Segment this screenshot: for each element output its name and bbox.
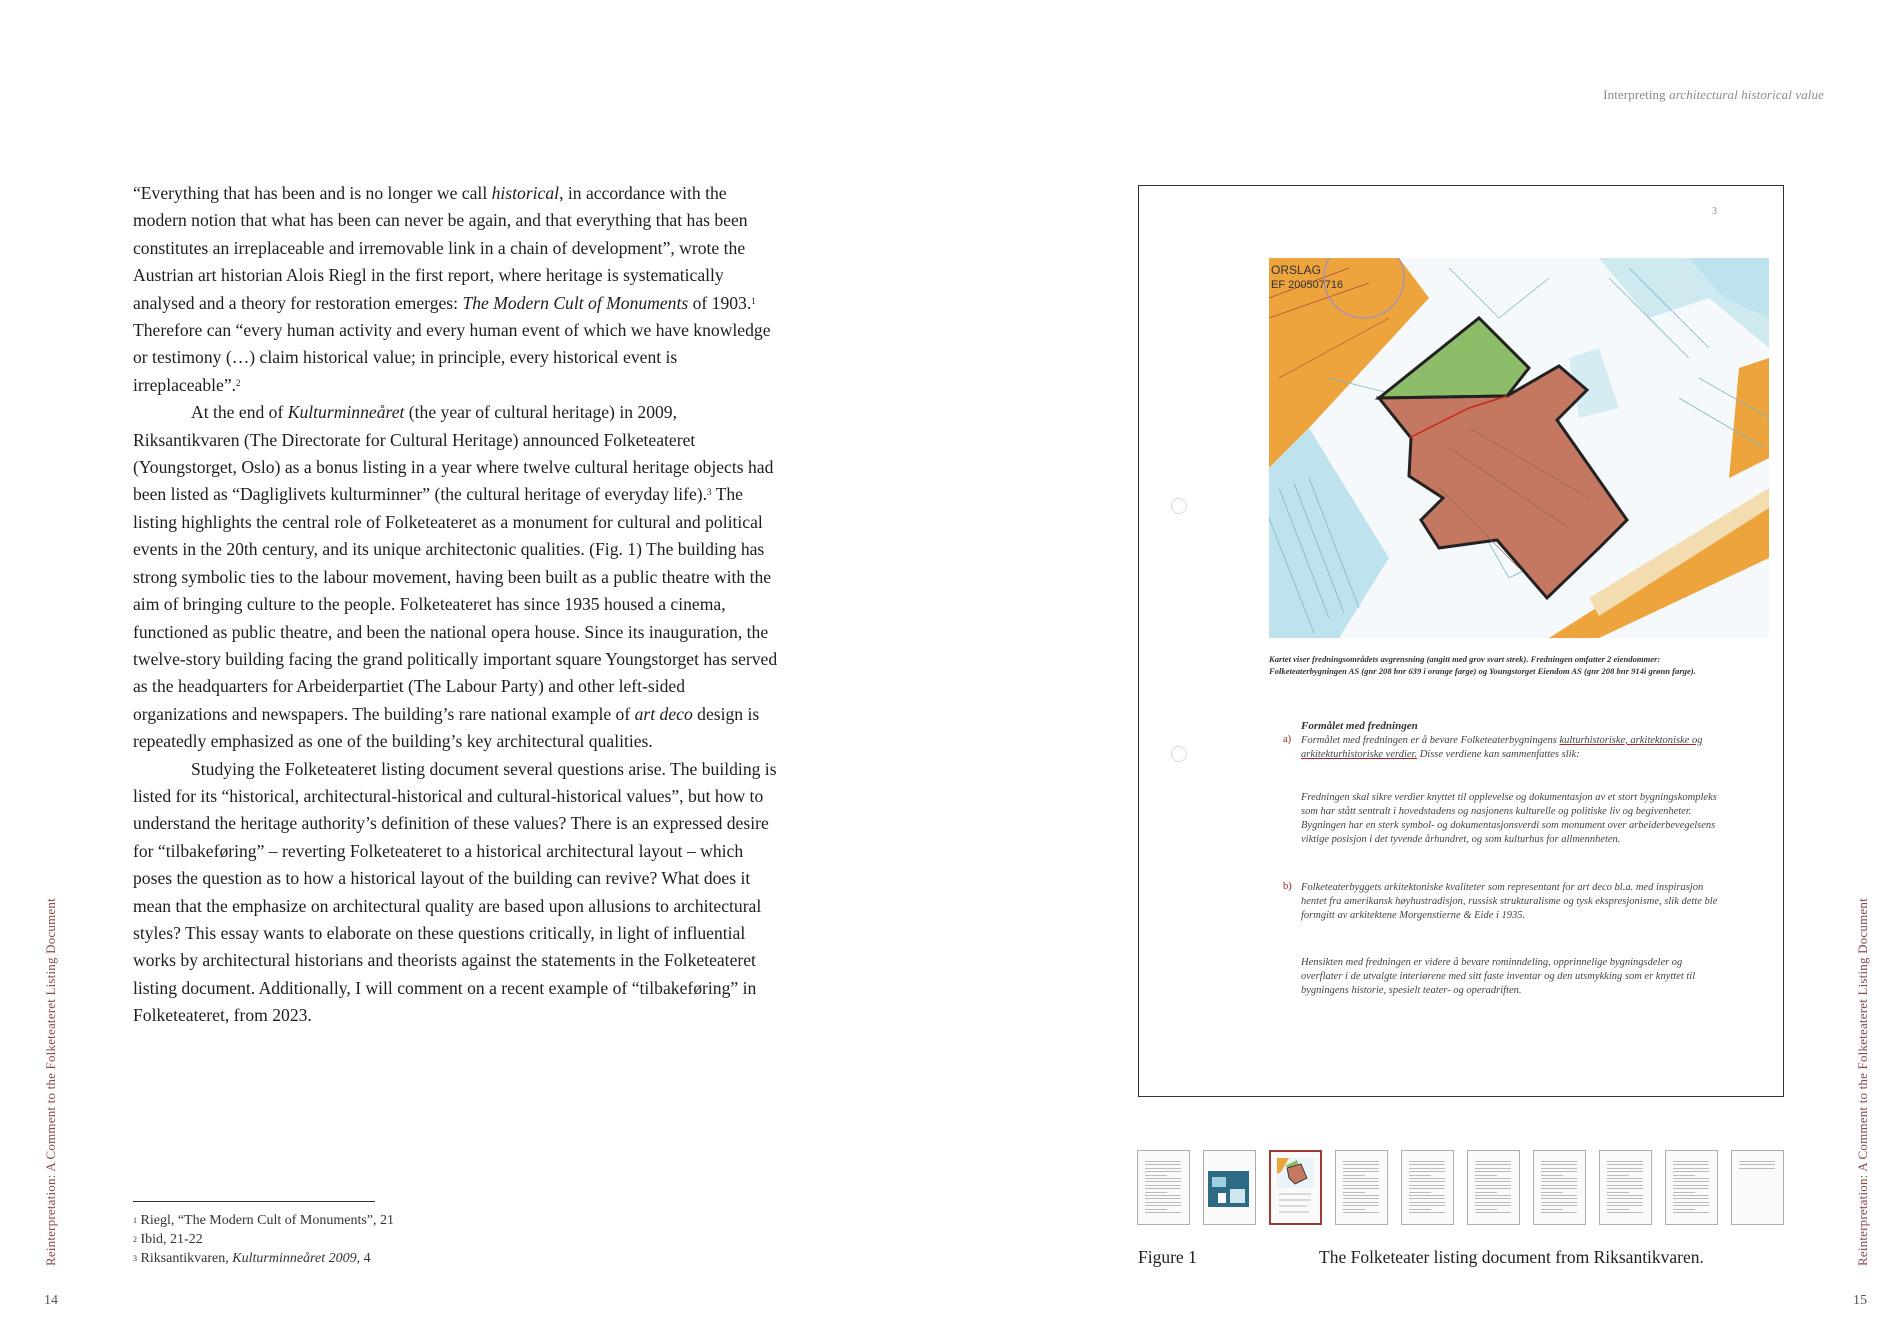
page-thumbnail[interactable] <box>1137 1150 1190 1225</box>
italic-text: Kulturminneåret <box>287 402 405 423</box>
page-thumbnail[interactable] <box>1269 1150 1322 1225</box>
item-a-marker: a) <box>1283 734 1292 745</box>
document-paragraph-1: Fredningen skal sikre verdier knyttet til opplevelse og dokumentasjon av et stort bygningskompleks som har stått sentralt i hovedstadens og nasjonens kulturelle og politiske liv og begivenheter. Bygningen har en sterk symbol- og dokumentasjonsverdi som monument over arbeiderbevegelsens viktige posisjon i det tyvende århundret, og som kulturhus for allmennheten. <box>1301 792 1717 845</box>
side-title-left: Reinterpretation: A Comment to the Folketeateret Listing Document <box>43 898 58 1266</box>
paragraph-1 <box>133 180 783 399</box>
page-thumbnail[interactable] <box>1665 1150 1718 1225</box>
footnote-ref: 2 <box>236 377 241 388</box>
italic-text: historical <box>491 183 560 203</box>
footnote-2 <box>133 1230 394 1249</box>
figure-caption: The Folketeater listing document from Riksantikvaren. <box>1319 1247 1704 1267</box>
page-thumbnail[interactable] <box>1731 1150 1784 1225</box>
footnotes <box>133 1211 394 1268</box>
figure-document-page <box>1138 185 1784 1097</box>
item-a-text: Formålet med fredningen er å bevare Folketeaterbygningens kulturhistoriske, arkitektoniske og arkitekturhistoriske verdier. Disse verdiene kan sammenfattes slik: <box>1301 735 1703 760</box>
italic-text: art deco <box>634 703 693 724</box>
footnote-ref: 1 <box>133 1216 137 1225</box>
text-run: Studying the Folketeateret listing document several questions arise. The building is listed for its “historical, architectural-historical and cultural-historical values”, but how to understand the heritage authority’s definition of these values? There is an expressed desire for “tilbakeføring” – reverting Folketeateret to a historical architectural layout – which poses the question as to how a historical layout of the building can revive? What does it mean that the emphasize on architectural quality are based upon allusions to architectural styles? This essay wants to elaborate on these questions critically, in light of influential works by architectural historians and theorists against the statements in the Folketeateret listing document. Additionally, I will comment on a recent example of “tilbakeføring” in Folketeateret, from 2023. <box>133 758 777 1026</box>
page-thumbnail[interactable] <box>1401 1150 1454 1225</box>
italic-text: The Modern Cult of Monuments <box>462 292 689 313</box>
text-run: Riegl, “The Modern Cult of Monuments”, 21 <box>137 1213 395 1228</box>
paragraph-3 <box>133 756 783 1030</box>
footnote-rule <box>133 1201 375 1202</box>
italic-text: Kulturminneåret 2009 <box>232 1251 357 1266</box>
item-b-text: Folketeaterbyggets arkitektoniske kvaliteter som representant for art deco bl.a. med inspirasjon hentet fra amerikansk høyhustradisjon, russisk strukturalisme og tysk ekspresjonisme, slik dette ble formgitt av arkitektene Morgenstierne & Eide i 1935. <box>1301 882 1718 921</box>
thumbnail-strip <box>1137 1150 1785 1230</box>
text-run: The listing highlights the central role of Folketeateret as a monument for cultural and political events in the 20th century, and its unique architectonic qualities. (Fig. 1) The building has strong symbolic ties to the labour movement, having been built as a public theatre with the aim of bringing culture to the people. Folketeateret has since 1935 housed a cinema, functioned as public theatre, and been the national opera house. Since its inauguration, the twelve-story building facing the grand politically important square Youngstorget has served as the headquarters for Arbeiderpartiet (The Labour Party) and other left-sided organizations and newspapers. The building’s rare national example of <box>133 484 778 724</box>
property-map <box>1269 258 1769 638</box>
page-thumbnail[interactable] <box>1599 1150 1652 1225</box>
text-run: At the end of <box>191 402 288 423</box>
text-run: (the year of cultural heritage) in 2009, Riksantikvaren (The Directorate for Cultural Heritage) announced Folketeateret (Youngstorget, Oslo) as a bonus listing in a year where twelve cultural heritage objects had been listed as “Dagliglivets kulturminner” (the cultural heritage of everyday life). <box>133 402 774 505</box>
page-number-left: 14 <box>44 1293 58 1308</box>
text-run: design is repeatedly emphasized as one of the building’s key architectural qualities. <box>133 703 760 752</box>
footnote-ref: 2 <box>133 1235 137 1244</box>
punch-hole <box>1171 498 1187 514</box>
page-thumbnail[interactable] <box>1467 1150 1520 1225</box>
document-page-number: 3 <box>1712 206 1717 217</box>
text-run: “Everything that has been and is no longer we call <box>133 183 492 203</box>
text-run: Therefore can “every human activity and every human event of which we have knowledge or testimony (…) claim historical value; in principle, every historical event is irreplaceable”. <box>133 320 771 395</box>
text-run: of 1903. <box>688 292 752 313</box>
footnote-ref: 3 <box>133 1254 137 1263</box>
body-text <box>133 180 783 1030</box>
map-label-ref: EF 200507716 <box>1271 279 1344 291</box>
punch-hole <box>1171 746 1187 762</box>
text-run: Riksantikvaren, <box>137 1251 233 1266</box>
map-label-top: ORSLAG <box>1271 263 1322 277</box>
paragraph-2 <box>133 399 783 755</box>
text-run: , in accordance with the modern notion that what has been can never be again, and that everything that has been constitutes an irreplaceable and irremovable link in a chain of development”, wrote the Austrian art historian Alois Riegl in the first report, where heritage is systematically analysed and a theory for restoration emerges: <box>133 183 748 313</box>
text-run: Ibid, 21-22 <box>137 1232 203 1247</box>
footnote-3 <box>133 1249 394 1268</box>
footnote-ref: 1 <box>751 295 756 306</box>
footnote-1 <box>133 1211 394 1230</box>
footnote-ref: 3 <box>707 487 712 498</box>
item-b-marker: b) <box>1283 881 1292 892</box>
page-thumbnail[interactable] <box>1203 1150 1256 1225</box>
document-paragraph-2: Hensikten med fredningen er videre å bevare rominndeling, opprinnelige bygningsdeler og overflater i de utvalgte interiørene med sitt faste inventar og den utsmykking som er knyttet til bygningens historie, spesielt teater- og operadriften. <box>1301 957 1696 996</box>
page-thumbnail[interactable] <box>1533 1150 1586 1225</box>
figure-label: Figure 1 <box>1138 1247 1197 1267</box>
running-head: Interpreting architectural historical value <box>1603 87 1824 102</box>
page-thumbnail[interactable] <box>1335 1150 1388 1225</box>
document-heading: Formålet med fredningen <box>1301 720 1418 732</box>
map-caption: Kartet viser fredningsområdets avgrensning (angitt med grov svart strek). Fredningen omfatter 2 eiendommer: Folketeaterbygningen AS (gnr 208 bnr 639 i orange farge) og Youngstorget Eiendom AS (gnr 208 bnr 914i grønn farge). <box>1269 654 1696 676</box>
page-number-right: 15 <box>1853 1293 1867 1308</box>
side-title-right: Reinterpretation: A Comment to the Folketeateret Listing Document <box>1855 898 1870 1266</box>
text-run: , 4 <box>356 1251 371 1266</box>
